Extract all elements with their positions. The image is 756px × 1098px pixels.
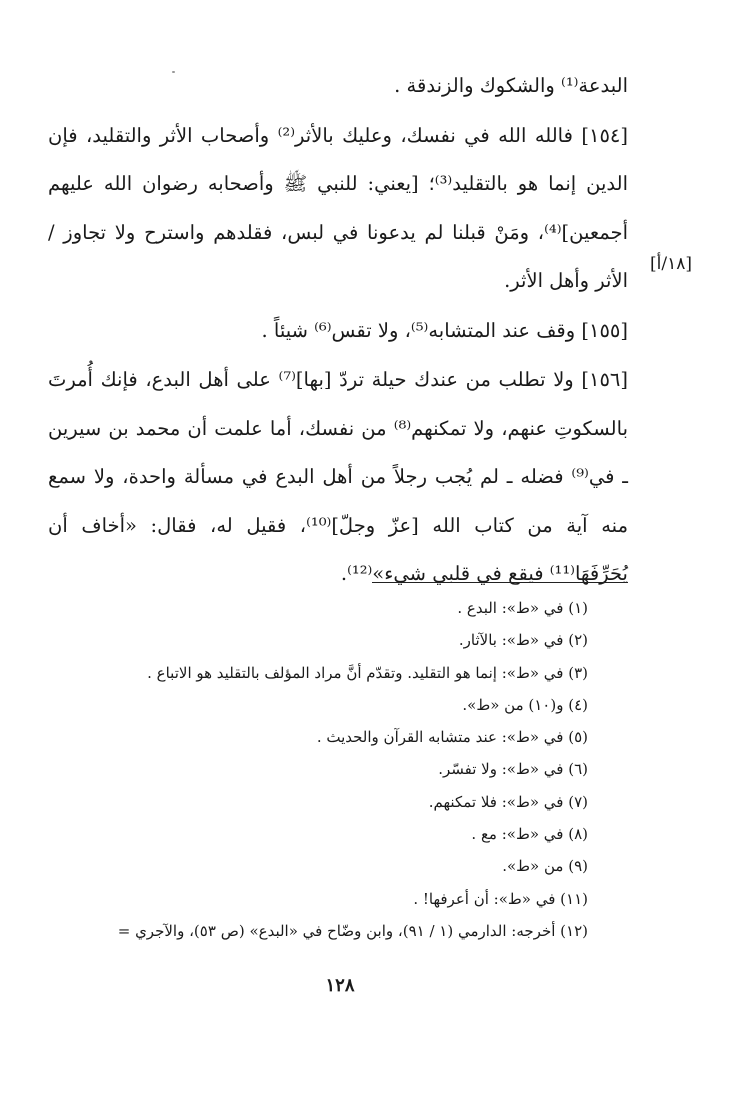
footnotes — [30, 592, 588, 947]
footnote-12: (١٢) أخرجه: الدارمي (١ / ٩١)، وابن وضّاح في «البدع» (ص ٥٣)، والآجري = — [117, 921, 588, 940]
footnote-1: (١) في «ط»: البدع . — [457, 599, 588, 617]
footnote-2: (٢) في «ط»: بالآثار. — [458, 631, 588, 650]
main-text — [48, 62, 628, 599]
footnote-6: (٦) في «ط»: ولا تفسّر. — [438, 760, 588, 779]
footnote-5: (٥) في «ط»: عند متشابه القرآن والحديث . — [316, 728, 588, 747]
footnote-divider — [372, 582, 628, 583]
footnote-11: (١١) في «ط»: أن أعرفها! . — [413, 889, 588, 908]
footnote-4: (٤) و(١٠) من «ط». — [462, 695, 588, 714]
paragraph-continuation: البدعة⁽¹⁾ والشكوك والزندقة . — [394, 74, 628, 97]
footnote-3: (٣) في «ط»: إنما هو التقليد. وتقدّم أنَّ مراد المؤلف بالتقليد هو الاتباع . — [147, 663, 588, 682]
footnote-9: (٩) من «ط». — [502, 857, 588, 876]
paragraph-154: [١٥٤] فالله الله في نفسك، وعليك بالأثر⁽²⁾ وأصحاب الأثر والتقليد، فإن الدين إنما هو بالتقليد⁽³⁾؛ [يعني: للنبي ﷺ وأصحابه رضوان الله عليهم أجمعين]⁽⁴⁾، ومَنْ قبلنا لم يدعونا في لبس، فقلدهم واسترح ولا تجاوز / الأثر وأهل الأثر. — [48, 123, 628, 292]
page-number: ١٢٨ — [325, 975, 355, 996]
manuscript-folio-marker: [١٨/أ] — [650, 254, 692, 274]
footnote-7: (٧) في «ط»: فلا تمكنهم. — [428, 792, 588, 811]
paragraph-155: [١٥٥] وقف عند المتشابه⁽⁵⁾، ولا تقس⁽⁶⁾ شيئاً . — [261, 318, 628, 342]
footnote-8: (٨) في «ط»: مع . — [471, 825, 588, 844]
paragraph-156: [١٥٦] ولا تطلب من عندك حيلة تردّ [بها]⁽⁷⁾ على أهل البدع، فإنك أُمرتَ بالسكوتِ عنهم، ولا تمكنهم⁽⁸⁾ من نفسك، أما علمت أن محمد بن سيرين ـ في⁽⁹⁾ فضله ـ لم يُجب رجلاً من أهل البدع في مسألة واحدة، ولا سمع منه آية من كتاب الله [عزّ وجلّ]⁽¹⁰⁾، فقيل له، فقال: «أخاف أن يُحَرِّفَهَا⁽¹¹⁾ فيقع في قلبي شيء»⁽¹²⁾. — [48, 368, 629, 585]
